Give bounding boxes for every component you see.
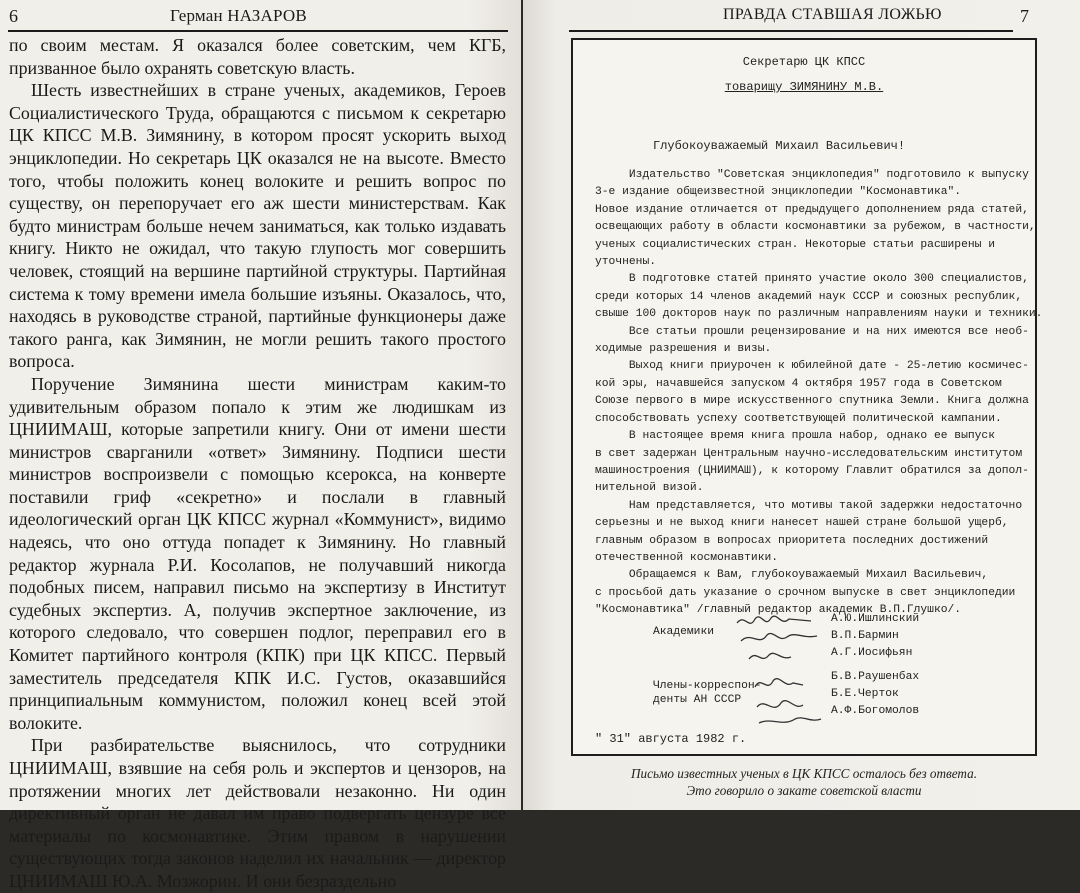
caption-line: Письмо известных ученых в ЦК КПСС осталось без ответа.	[630, 766, 978, 781]
caption-line: Это говорило о закате советской власти	[686, 783, 922, 798]
signatory-name: А.Ф.Богомолов	[831, 705, 920, 717]
addressee-line: товарищу ЗИМЯНИНУ М.В.	[724, 80, 884, 94]
right-page	[523, 0, 1080, 810]
running-head: ПРАВДА СТАВШАЯ ЛОЖЬЮ	[723, 6, 942, 23]
handwritten-signatures	[731, 609, 831, 729]
letter-body: Издательство "Советская энциклопедия" подготовило к выпуску 3-е издание общеизвестной энциклопедии "Космонавтика". Новое издание отличается от предыдущего дополнением ряда статей, освещающих работу в области космонавтики за рубежом, в частности, ученых социалистических стран. Некоторые статьи расширены и уточнены. В подготовке статей принято участие около 300 специалистов, среди которых 14 членов академий наук СССР и союзных республик, свыше 100 докторов наук по различным направлениям науки и техники. Все статьи прошли рецензирование и на них имеются все необ- ходимые разрешения и визы. Выход книги приурочен к юбилейной дате - 25-летию космичес- кой эры, начавшейся запуском 4 октября 1957 года в Советском Союзе первого в мире искусственного спутника Земли. Книга должна способствовать успеху соответствующей политической кампании. В настоящее время книга прошла набор, однако ее выпуск в свет задержан Центральным научно-исследовательским институтом машиностроения (ЦНИИМАШ), к которому Главлит обратился за допол- нительной визой. Нам представляется, что мотивы такой задержки недостаточно серьезны и не выход книги нанесет нашей стране большой ущерб, главным образом в вопросах приоритета последних достижений отечественной космонавтики. Обращаемся к Вам, глубокоуважаемый Михаил Васильевич, с просьбой дать указание о срочном выпуске в свет энциклопедии "Космонавтика" /главный редактор академик В.П.Глушко/.	[595, 169, 1043, 617]
signatory-group-label: Академики	[653, 626, 715, 638]
page-number: 6	[9, 6, 18, 26]
running-head: Герман НАЗАРОВ	[170, 6, 307, 25]
body-text	[9, 34, 506, 893]
figure-caption	[571, 765, 1037, 799]
paragraph: Поручение Зимянина шести министрам каким-то удивительным образом попало к этим же людишкам из ЦНИИМАШ, которые запретили книгу. Они от имени шести министров сварганили «ответ» Зимянину. Подписи шести министров воспроизвели с помощью ксерокса, на конверте поставили гриф «секретно» и послали в главный идеологический орган ЦК КПСС журнал «Коммунист», видимо надеясь, что оно оттуда попадет к Зимянину. Но главный редактор журнала Р.И. Косолапов, не получавший никогда подобных писем, направил письмо на экспертизу в Институт судебных экспертиз. А, получив экспертное заключение, из которого следовало, что совершен подлог, переправил его в Комитет партийного контроля (КПК) при ЦК КПСС. Первый заместитель председателя КПК И.С. Густов, оказавшийся принципиальным коммунистом, положил конец всей этой волоките.	[9, 373, 506, 733]
paragraph: При разбирательстве выяснилось, что сотрудники ЦНИИМАШ, взявшие на себя роль и экспертов и цензоров, на протяжении многих лет действовали незаконно. Ни один директивный орган не давал им право подвергать цензуре все материалы по космонавтике. Этим правом в нарушении существующих тогда законов наделил их начальник — директор ЦНИИМАШ Ю.А. Мозжорин. И они безраздельно	[9, 735, 506, 891]
letter-facsimile	[571, 38, 1043, 756]
salutation: Глубокоуважаемый Михаил Васильевич!	[653, 139, 906, 153]
signature-block	[631, 613, 1031, 733]
header-rule	[8, 30, 508, 32]
signatory-name: А.Г.Иосифьян	[831, 647, 913, 659]
header-rule	[569, 30, 1013, 32]
addressee-line: Секретарю ЦК КПСС	[742, 55, 866, 69]
left-page	[0, 0, 521, 891]
signatory-name: В.П.Бармин	[831, 630, 899, 642]
paragraph: по своим местам. Я оказался более советским, чем КГБ, призванное было охранять советскую власть.	[9, 35, 506, 78]
signatory-group-label: Члены-корреспон- денты АН СССР	[653, 680, 762, 706]
signatory-name: Б.Е.Черток	[831, 688, 899, 700]
signatory-name: А.Ю.Ишлинский	[831, 613, 920, 625]
paragraph: Шесть известнейших в стране ученых, академиков, Героев Социалистического Труда, обращаются с письмом к секретарю ЦК КПСС М.В. Зимянину, в котором просят ускорить выход энциклопедии. Но секретарь ЦК оказался не на высоте. Вместо того, чтобы положить конец волоките и решить вопрос по существу, он перепоручает его аж шести министерствам. Как будто министрам больше нечем заниматься, как только издавать книгу. Никто не ожидал, что такую глупость мог совершить человек, стоящий на вершине партийной структуры. Партийная система к тому времени имела большие изъяны. Оказалось, что, находясь в руководстве страной, партийные функционеры даже такого ранга, как Зимянин, не могли решить такого простого вопроса.	[9, 80, 506, 372]
signatory-name: Б.В.Раушенбах	[831, 671, 920, 683]
page-number: 7	[1020, 6, 1029, 26]
letter-date: " 31" августа 1982 г.	[595, 732, 747, 746]
